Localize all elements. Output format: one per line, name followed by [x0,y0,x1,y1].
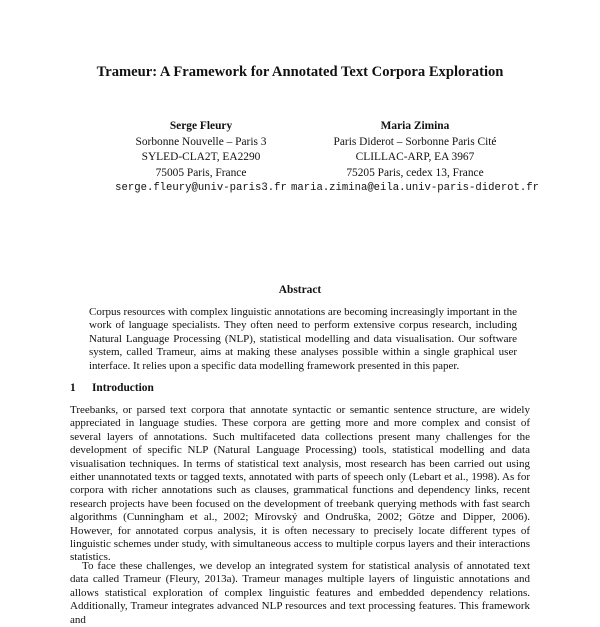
abstract-heading: Abstract [278,284,322,296]
author-email: maria.zimina@eila.univ-paris-diderot.fr [291,182,539,194]
author-name: Maria Zimina [380,120,450,132]
author-affiliation-line: Paris Diderot – Sorbonne Paris Cité [333,135,497,148]
author-block-2 [290,119,540,197]
section-number: 1 [70,382,76,394]
author-block-1 [76,119,326,197]
author-affiliation-line: SYLED-CLA2T, EA2290 [141,151,261,163]
author-affiliation-line: Sorbonne Nouvelle – Paris 3 [135,135,267,148]
author-name: Serge Fleury [169,120,233,132]
abstract-text: Corpus resources with complex linguistic annotations are becoming increasingly important in the work of language specialists. They often need to perform extensive corpus research, including Natural Language Processing (NLP), statistical modelling and data visualisation. Our software system, called Trameur, aims at making these analyses possible within a single graphical user interface. It relies upon a specific data modelling framework presented in this paper. [89,306,517,372]
body-paragraph: Treebanks, or parsed text corpora that annotate syntactic or semantic sentence structure, are widely appreciated in language studies. These corpora are getting more and more complex and consist of several layers of annotations. Such multifaceted data collections present many challenges for the development of specific NLP (Natural Language Processing) tools, statistical modelling and data visualisation techniques. In terms of statistical text analysis, most research has been carried out using either unannotated texts or tagged texts, annotated with parts of speech only (Lebart et al., 1998). As for corpora with richer annotations such as clauses, grammatical functions and dependency links, recent research projects have been focused on the development of treebank querying methods with fast search algorithms (Cunningham et al., 2002; Mírovský and Ondruška, 2002; Götze and Dipper, 2006). However, for annotated corpus analysis, it is often necessary to precisely locate different types of linguistic schemes under study, with simultaneous access to multiple corpus layers and their interactions statistics. [70,404,530,564]
section-title: Introduction [92,382,154,394]
author-affiliation-line: CLILLAC-ARP, EA 3967 [355,151,475,163]
section-heading [70,382,154,394]
author-affiliation-line: 75005 Paris, France [155,166,247,179]
author-affiliation-line: 75205 Paris, cedex 13, France [346,166,484,179]
paper-title: Trameur: A Framework for Annotated Text Corpora Exploration [96,64,504,80]
body-paragraph: To face these challenges, we develop an integrated system for statistical analysis of annotated text data called Trameur (Fleury, 2013a). Trameur manages multiple layers of linguistic annotations and allows statistical exploration of complex linguistic features and embedded dependency relations. Additionally, Trameur integrates advanced NLP resources and text processing features. This framework and [70,560,530,626]
author-email: serge.fleury@univ-paris3.fr [115,182,287,194]
